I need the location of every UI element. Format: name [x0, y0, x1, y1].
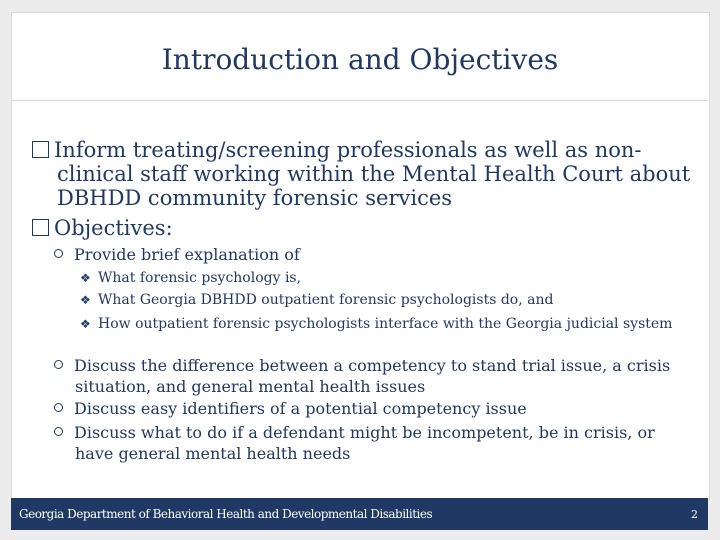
checkbox-square-icon — [32, 141, 49, 158]
bullet-level1 — [32, 216, 697, 240]
diamond-bullet-icon: ❖ — [80, 293, 91, 307]
bullet-text: Inform treating/screening professionals as well as non-clinical staff working within the Mental Health Court about DBHDD community forensic services — [54, 138, 691, 210]
diamond-bullet-icon: ❖ — [80, 271, 91, 285]
diamond-bullet-icon: ❖ — [80, 317, 91, 331]
bullet-text: What Georgia DBHDD outpatient forensic psychologists do, and — [98, 292, 554, 308]
hollow-circle-icon — [54, 360, 63, 369]
bullet-level3 — [80, 315, 678, 333]
hollow-circle-icon — [54, 249, 63, 258]
bullet-level2 — [54, 244, 695, 265]
bullet-level2 — [54, 398, 695, 419]
page-number: 2 — [691, 508, 698, 521]
bullet-text: How outpatient forensic psychologists interface with the Georgia judicial system — [98, 316, 673, 332]
footer-organization: Georgia Department of Behavioral Health and Developmental Disabilities — [19, 507, 433, 521]
bullet-text: Objectives: — [54, 216, 173, 240]
bullet-text: Discuss what to do if a defendant might be incompetent, be in crisis, or have general mental health needs — [74, 423, 655, 463]
bullet-level3 — [80, 291, 678, 309]
checkbox-square-icon — [32, 219, 49, 236]
bullet-level2 — [54, 422, 695, 464]
bullet-level3 — [80, 269, 678, 287]
slide-title: Introduction and Objectives — [161, 43, 559, 76]
bullet-level2 — [54, 355, 695, 397]
bullet-text: Discuss easy identifiers of a potential competency issue — [74, 399, 527, 418]
bullet-level1 — [32, 138, 697, 210]
bullet-text: Discuss the difference between a competency to stand trial issue, a crisis situation, and general mental health issues — [74, 356, 671, 396]
bullet-text: What forensic psychology is, — [98, 270, 302, 286]
bullet-text: Provide brief explanation of — [74, 245, 300, 264]
hollow-circle-icon — [54, 403, 63, 412]
hollow-circle-icon — [54, 427, 63, 436]
footer-bar — [11, 498, 708, 530]
